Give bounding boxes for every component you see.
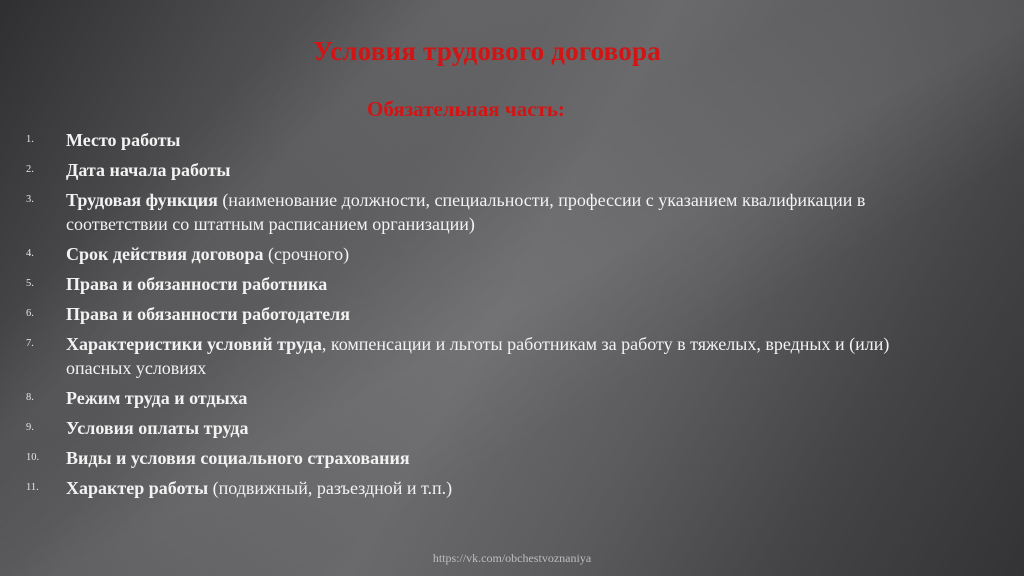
item-bold-text: Место работы <box>66 130 181 150</box>
list-item <box>20 242 920 266</box>
list-item <box>20 476 920 500</box>
item-text: (срочного) <box>263 244 350 264</box>
footer-url: https://vk.com/obchestvoznaniya <box>432 551 592 565</box>
item-bold-text: Виды и условия социального страхования <box>66 448 410 468</box>
list-item <box>20 188 920 236</box>
list-item <box>20 272 920 296</box>
item-bold-text: Режим труда и отдыха <box>66 388 248 408</box>
item-number: 7. <box>26 338 34 349</box>
item-text: (наименование должности, специальности, профессии с указанием квалификации в соответствии со штатным расписанием организации) <box>66 190 866 234</box>
slide-subtitle: Обязательная часть: <box>367 97 565 121</box>
item-bold-text: Условия оплаты труда <box>66 418 249 438</box>
list-item <box>20 386 920 410</box>
list-item <box>20 332 920 380</box>
item-text: (подвижный, разъездной и т.п.) <box>208 478 453 498</box>
item-bold-text: Права и обязанности работника <box>66 274 328 294</box>
item-number: 10. <box>26 452 40 463</box>
list-item <box>20 302 920 326</box>
item-bold-text: Дата начала работы <box>66 160 231 180</box>
item-number: 5. <box>26 278 34 289</box>
item-bold-text: Характеристики условий труда <box>66 334 322 354</box>
item-bold-text: Трудовая функция <box>66 190 218 210</box>
item-bold-text: Права и обязанности работодателя <box>66 304 351 324</box>
item-number: 9. <box>26 422 34 433</box>
conditions-list <box>20 128 920 506</box>
slide-title: Условия трудового договора <box>313 36 661 66</box>
item-number: 4. <box>26 248 34 259</box>
item-number: 6. <box>26 308 34 319</box>
item-bold-text: Характер работы <box>66 478 209 498</box>
list-item <box>20 446 920 470</box>
list-item <box>20 416 920 440</box>
item-text: , компенсации и льготы работникам за работу в тяжелых, вредных и (или) опасных условиях <box>66 334 890 378</box>
list-item <box>20 158 920 182</box>
item-number: 11. <box>26 482 39 493</box>
item-number: 1. <box>26 134 34 145</box>
item-number: 2. <box>26 164 34 175</box>
item-bold-text: Срок действия договора <box>66 244 264 264</box>
list-item <box>20 128 920 152</box>
item-number: 3. <box>26 194 34 205</box>
item-number: 8. <box>26 392 34 403</box>
